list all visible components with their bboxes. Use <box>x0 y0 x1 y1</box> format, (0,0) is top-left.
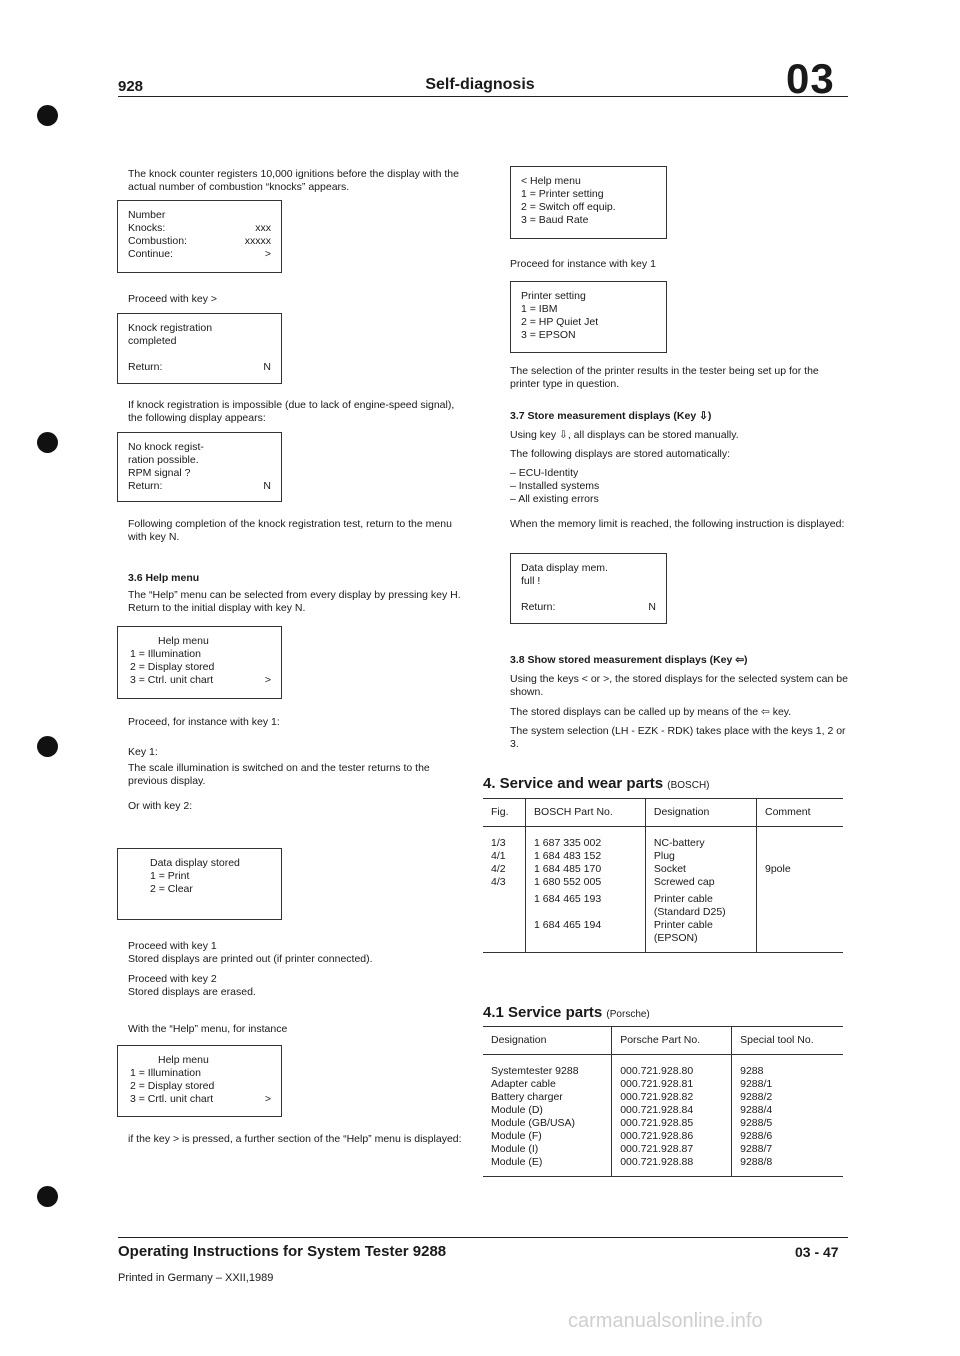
intro-paragraph: The knock counter registers 10,000 ignitions before the display with the actual number of combustion “knocks” appears. <box>128 168 459 193</box>
printed-text: Stored displays are printed out (if printer connected). <box>128 953 373 965</box>
display-help-menu: Help menu 1 = Illumination 2 = Display stored 3 = Ctrl. unit chart > <box>117 626 282 699</box>
key1-label: Key 1: <box>128 746 158 758</box>
following-paragraph: Following completion of the knock registration test, return to the menu with key N. <box>128 518 452 543</box>
auto-stored-list <box>510 467 850 506</box>
binder-hole <box>37 105 58 126</box>
using-keys-paragraph: Using the keys < or >, the stored displays for the selected system can be shown. <box>510 673 848 698</box>
section-number: 03 <box>786 55 835 102</box>
selection-paragraph: The selection of the printer results in the tester being set up for the printer type in question. <box>510 365 819 390</box>
service-wear-heading: 4. Service and wear parts (BOSCH) <box>483 775 710 792</box>
with-help-text: With the “Help” menu, for instance <box>128 1023 288 1035</box>
auto-stored-text: The following displays are stored automatically: <box>510 448 731 460</box>
display-memory-full: Data display mem. full ! Return: N <box>510 553 667 624</box>
table-header-row: Fig. BOSCH Part No. Designation Comment <box>483 799 843 827</box>
using-key-text: Using key ⇩, all displays can be stored manually. <box>510 429 739 441</box>
proceed-key1-text: Proceed, for instance with key 1: <box>128 716 280 728</box>
called-up-text: The stored displays can be called up by means of the ⇦ key. <box>510 706 792 718</box>
erased-text: Stored displays are erased. <box>128 986 256 998</box>
page-title: Self-diagnosis <box>425 76 535 93</box>
display-no-knock: No knock regist- ration possible. RPM signal ? Return: N <box>117 432 282 502</box>
footer-rule <box>118 1237 848 1238</box>
display-knock-completed: Knock registration completed Return: N <box>117 313 282 384</box>
display-help-menu-printer: < Help menu 1 = Printer setting 2 = Switch off equip. 3 = Baud Rate <box>510 166 667 239</box>
list-item: – Installed systems <box>510 480 850 493</box>
header-rule <box>118 96 848 97</box>
bosch-parts-table <box>483 798 843 953</box>
page-number: 03 - 47 <box>795 1244 839 1260</box>
display-help-menu-2: Help menu 1 = Illumination 2 = Display stored 3 = Crtl. unit chart > <box>117 1045 282 1117</box>
binder-hole <box>37 736 58 757</box>
watermark: carmanualsonline.info <box>568 1310 763 1332</box>
display-knocks <box>117 200 282 273</box>
service-parts-heading: 4.1 Service parts (Porsche) <box>483 1004 650 1021</box>
help-menu-paragraph: The “Help” menu can be selected from every display by pressing key H. Return to the initial display with key N. <box>128 589 461 614</box>
display-row: Knocks: xxx <box>128 222 271 234</box>
display-data-stored: Data display stored 1 = Print 2 = Clear <box>117 848 282 920</box>
or-key2-text: Or with key 2: <box>128 800 193 812</box>
list-item: – All existing errors <box>510 493 850 506</box>
list-item: – ECU-Identity <box>510 467 850 480</box>
help-menu-heading: 3.6 Help menu <box>128 572 200 584</box>
memory-paragraph: When the memory limit is reached, the following instruction is displayed: <box>510 518 845 530</box>
table-row: 1/3 4/1 4/2 4/3 1 687 335 002 1 684 483 152 1 684 485 170 1 680 552 005 1 684 465 193 1 684 465 194 NC-battery Plug Socket Screwed cap Printer cable (Standard D25) Printer cable (EPSON) 9pole <box>483 827 843 953</box>
store-heading: 3.7 Store measurement displays (Key ⇩) <box>510 410 712 422</box>
proceed-key1b-text: Proceed with key 1 <box>128 940 217 952</box>
model-number: 928 <box>118 78 144 95</box>
show-heading: 3.8 Show stored measurement displays (Key ⇦) <box>510 654 748 666</box>
proceed-instance-text: Proceed for instance with key 1 <box>510 258 656 270</box>
display-line: Number <box>128 209 166 221</box>
table-row: Systemtester 9288 Adapter cable Battery charger Module (D) Module (GB/USA) Module (F) Module (I) Module (E) 000.721.928.80 000.721.928.81 000.721.928.82 000.721.928.84 000.721.928.85 000.721.928.86 000.721.928.87 000.721.928.88 9288 9288/1 9288/2 9288/4 9288/5 9288/6 9288/7 9288/8 <box>483 1055 843 1177</box>
table-header-row: Designation Porsche Part No. Special tool No. <box>483 1027 843 1055</box>
display-row: Combustion: xxxxx <box>128 235 271 247</box>
porsche-parts-table <box>483 1026 843 1177</box>
proceed-key2-text: Proceed with key 2 <box>128 973 217 985</box>
footer-title: Operating Instructions for System Tester 9288 <box>118 1243 447 1260</box>
binder-hole <box>37 432 58 453</box>
display-printer-setting: Printer setting 1 = IBM 2 = HP Quiet Jet 3 = EPSON <box>510 281 667 353</box>
if-key-paragraph: if the key > is pressed, a further section of the “Help” menu is displayed: <box>128 1133 462 1145</box>
binder-hole <box>37 1186 58 1207</box>
footer-printed: Printed in Germany – XXII,1989 <box>118 1272 274 1284</box>
impossible-paragraph: If knock registration is impossible (due to lack of engine-speed signal), the following display appears: <box>128 399 455 424</box>
system-selection-paragraph: The system selection (LH - EZK - RDK) takes place with the keys 1, 2 or 3. <box>510 725 846 750</box>
proceed-key-text: Proceed with key > <box>128 293 218 305</box>
display-row: Continue: > <box>128 248 271 260</box>
scale-paragraph: The scale illumination is switched on and the tester returns to the previous display. <box>128 762 430 787</box>
